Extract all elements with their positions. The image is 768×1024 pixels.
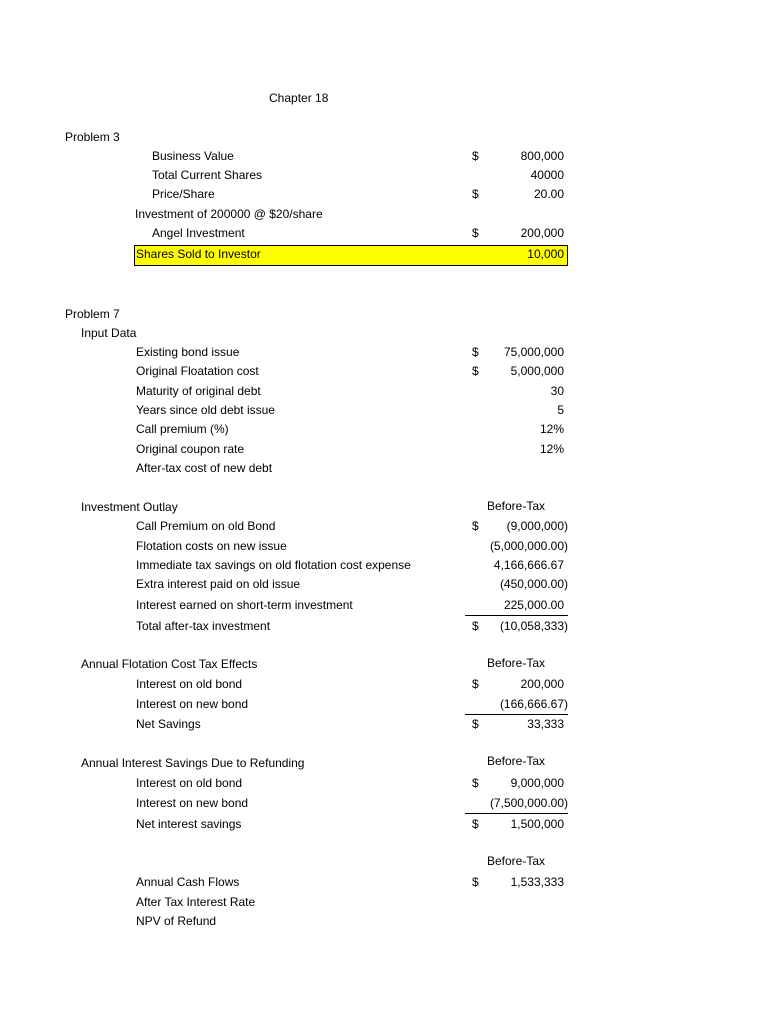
years-since-label: Years since old debt issue: [136, 403, 275, 417]
net-interest-savings-label: Net interest savings: [136, 817, 242, 831]
coupon-rate-value: 12%: [539, 442, 564, 456]
price-share-value: 20.00: [533, 187, 564, 201]
flotation-new-value: (5,000,000.00): [489, 539, 568, 553]
investment-note: Investment of 200000 @ $20/share: [135, 207, 323, 221]
total-shares-value: 40000: [530, 168, 564, 182]
price-share-currency: $: [472, 187, 479, 201]
existing-bond-label: Existing bond issue: [136, 345, 240, 359]
investment-outlay-col-header: Before-Tax: [487, 499, 546, 513]
maturity-value: 30: [550, 384, 564, 398]
flotation-new-bond-label: Interest on new bond: [136, 697, 249, 711]
angel-investment-label: Angel Investment: [152, 226, 245, 240]
flotation-new-bond-value: (166,666.67): [499, 697, 568, 711]
business-value-currency: $: [472, 149, 479, 163]
total-shares-label: Total Current Shares: [152, 168, 263, 182]
interest-earned-value: 225,000.00: [503, 598, 564, 612]
maturity-label: Maturity of original debt: [136, 384, 261, 398]
after-tax-interest-rate-label: After Tax Interest Rate: [136, 895, 256, 909]
extra-interest-label: Extra interest paid on old issue: [136, 577, 301, 591]
total-investment-value: (10,058,333): [499, 619, 568, 633]
business-value-label: Business Value: [152, 149, 234, 163]
interest-new-bond-label: Interest on new bond: [136, 796, 249, 810]
call-premium-old-bond-label: Call Premium on old Bond: [136, 519, 276, 533]
subtotal-rule: [465, 615, 568, 616]
after-tax-cost-label: After-tax cost of new debt: [136, 461, 273, 475]
tax-savings-value: 4,166,666.67: [493, 558, 564, 572]
input-data-heading: Input Data: [81, 326, 137, 340]
angel-investment-currency: $: [472, 226, 479, 240]
interest-new-bond-value: (7,500,000.00): [489, 796, 568, 810]
coupon-rate-label: Original coupon rate: [136, 442, 245, 456]
subtotal-rule: [465, 714, 568, 715]
problem3-heading: Problem 3: [65, 130, 120, 144]
flotation-new-label: Flotation costs on new issue: [136, 539, 287, 553]
floatation-cost-currency: $: [472, 364, 479, 378]
subtotal-rule: [465, 813, 568, 814]
annual-cash-flows-currency: $: [472, 875, 479, 889]
floatation-cost-value: 5,000,000: [510, 364, 564, 378]
net-savings-currency: $: [472, 717, 479, 731]
net-interest-savings-value: 1,500,000: [510, 817, 564, 831]
call-premium-old-bond-currency: $: [472, 519, 479, 533]
existing-bond-currency: $: [472, 345, 479, 359]
call-premium-value: 12%: [539, 422, 564, 436]
net-savings-label: Net Savings: [136, 717, 201, 731]
floatation-cost-label: Original Floatation cost: [136, 364, 259, 378]
net-interest-savings-currency: $: [472, 817, 479, 831]
npv-of-refund-label: NPV of Refund: [136, 914, 217, 928]
flotation-tax-heading: Annual Flotation Cost Tax Effects: [81, 657, 258, 671]
investment-outlay-heading: Investment Outlay: [81, 500, 178, 514]
shares-sold-value: 10,000: [527, 247, 564, 261]
years-since-value: 5: [557, 403, 564, 417]
net-savings-value: 33,333: [527, 717, 564, 731]
angel-investment-value: 200,000: [520, 226, 564, 240]
flotation-old-bond-label: Interest on old bond: [136, 677, 243, 691]
price-share-label: Price/Share: [152, 187, 215, 201]
business-value-value: 800,000: [520, 149, 564, 163]
shares-sold-label: Shares Sold to Investor: [136, 247, 261, 261]
call-premium-label: Call premium (%): [136, 422, 229, 436]
total-investment-label: Total after-tax investment: [136, 619, 271, 633]
annual-cash-flows-value: 1,533,333: [510, 875, 564, 889]
problem7-heading: Problem 7: [65, 307, 120, 321]
interest-earned-label: Interest earned on short-term investment: [136, 598, 353, 612]
flotation-tax-col-header: Before-Tax: [487, 656, 546, 670]
summary-col-header: Before-Tax: [487, 854, 546, 868]
flotation-old-bond-currency: $: [472, 677, 479, 691]
chapter-title: Chapter 18: [269, 91, 329, 105]
total-investment-currency: $: [472, 619, 479, 633]
interest-savings-heading: Annual Interest Savings Due to Refunding: [81, 756, 305, 770]
tax-savings-label: Immediate tax savings on old flotation cost expense: [136, 558, 411, 572]
call-premium-old-bond-value: (9,000,000): [506, 519, 568, 533]
interest-old-bond-value: 9,000,000: [510, 776, 564, 790]
flotation-old-bond-value: 200,000: [520, 677, 564, 691]
annual-cash-flows-label: Annual Cash Flows: [136, 875, 240, 889]
existing-bond-value: 75,000,000: [503, 345, 564, 359]
interest-savings-col-header: Before-Tax: [487, 754, 546, 768]
extra-interest-value: (450,000.00): [499, 577, 568, 591]
interest-old-bond-label: Interest on old bond: [136, 776, 243, 790]
interest-old-bond-currency: $: [472, 776, 479, 790]
